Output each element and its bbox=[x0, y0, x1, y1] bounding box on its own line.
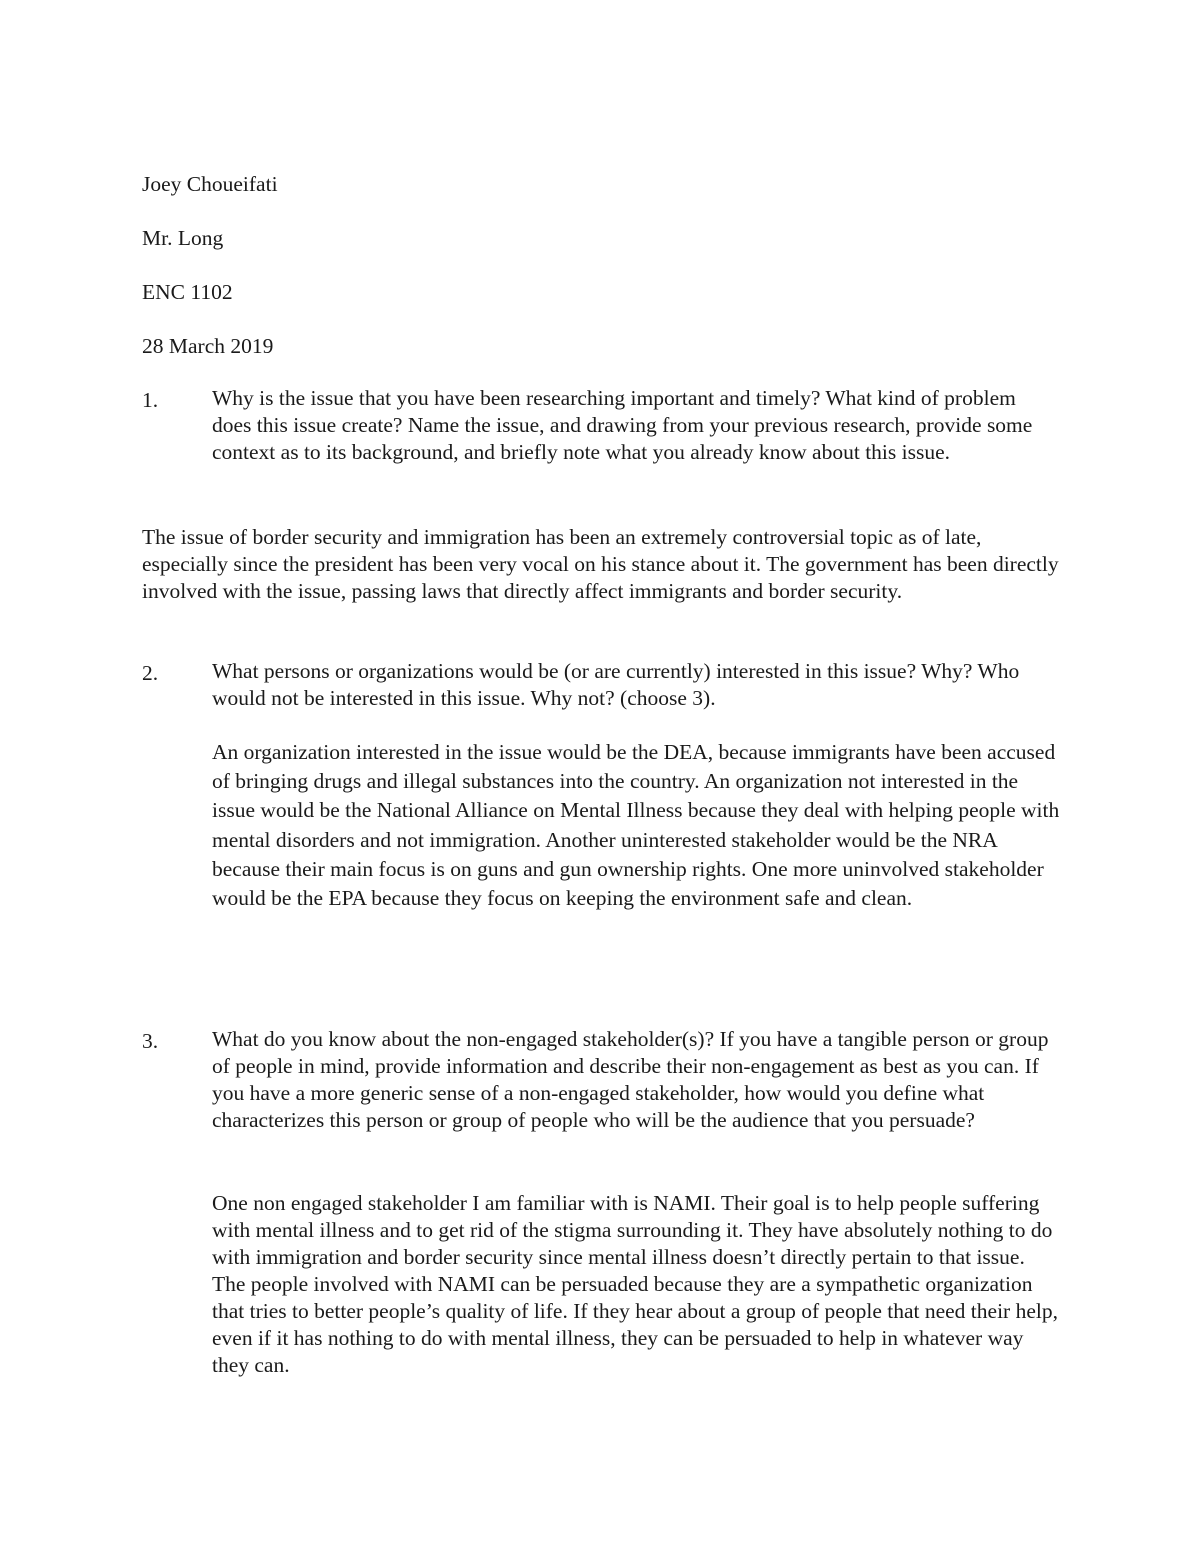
question-3-text: What do you know about the non-engaged stakeholder(s)? If you have a tangible person or group of people in mind, provide information and describe their non-engagement as best as you can. If you have a more generic sense of a non-engaged stakeholder, how would you define what characterizes this person or group of people who will be the audience that you persuade? bbox=[212, 1027, 1049, 1132]
answer-2-text: An organization interested in the issue would be the DEA, because immigrants have been accused of bringing drugs and illegal substances into the country. An organization not interested in the issue would be the National Alliance on Mental Illness because they deal with helping people with mental disorders and not immigration. Another uninterested stakeholder would be the NRA because their main focus is on guns and gun ownership rights. One more uninvolved stakeholder would be the EPA because they focus on keeping the environment safe and clean. bbox=[212, 740, 1060, 911]
question-number: 1. bbox=[142, 388, 159, 412]
question-text bbox=[178, 658, 1058, 712]
answer-3-text: One non engaged stakeholder I am familiar with is NAMI. Their goal is to help people suffering with mental illness and to get rid of the stigma surrounding it. They have absolutely nothing to do with immigration and border security since mental illness doesn’t directly pertain to that issue. The people involved with NAMI can be persuaded because they are a sympathetic organization that tries to better people’s quality of life. If they hear about a group of people that need their help, even if it has nothing to do with mental illness, they can be persuaded to help in whatever way they can. bbox=[212, 1191, 1058, 1377]
question-text bbox=[178, 385, 1058, 466]
document-date: 28 March 2019 bbox=[142, 334, 274, 358]
question-text bbox=[178, 1026, 1058, 1134]
student-name: Joey Choueifati bbox=[142, 172, 278, 196]
instructor-name: Mr. Long bbox=[142, 226, 224, 250]
question-number: 3. bbox=[142, 1029, 159, 1053]
question-2-text: What persons or organizations would be (or are currently) interested in this issue? Why? Who would not be interested in this issue. Why not? (choose 3). bbox=[212, 659, 1020, 710]
course-code: ENC 1102 bbox=[142, 280, 233, 304]
question-1-text: Why is the issue that you have been researching important and timely? What kind of problem does this issue create? Name the issue, and drawing from your previous research, provide some context as to its background, and briefly note what you already know about this issue. bbox=[212, 386, 1033, 464]
question-number: 2. bbox=[142, 661, 159, 685]
answer-1-text: The issue of border security and immigration has been an extremely controversial topic as of late, especially since the president has been very vocal on his stance about it. The government has been directly involved with the issue, passing laws that directly affect immigrants and border security. bbox=[142, 525, 1059, 603]
